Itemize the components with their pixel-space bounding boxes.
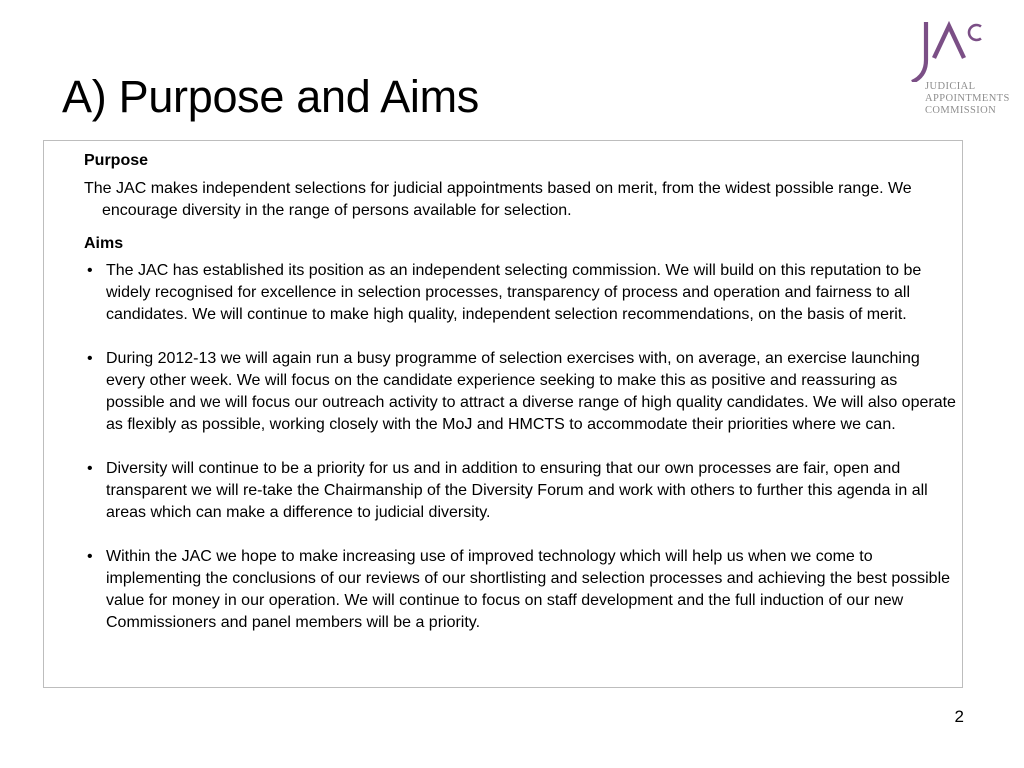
jac-logo-mark (906, 20, 1018, 82)
aims-item-text: Within the JAC we hope to make increasing use of improved technology which will help us when we come to implementing the conclusions of our reviews of our shortlisting and selection processes and achieving the best possible value for money in our operation. We will continue to focus on staff development and the full induction of our new Commissioners and panel members will be a priority. (106, 548, 951, 631)
aims-list-item (84, 546, 959, 634)
logo-line-appointments: APPOINTMENTS (925, 93, 1010, 104)
aims-list-item (84, 260, 959, 326)
slide-title: A) Purpose and Aims (62, 71, 480, 122)
aims-list (84, 260, 959, 634)
jac-logo (906, 20, 1018, 120)
content-box (43, 140, 963, 688)
bullet-marker: • (87, 460, 93, 477)
aims-item-text: During 2012-13 we will again run a busy programme of selection exercises with, on average, an exercise launching every other week. We will focus on the candidate experience seeking to make this as positive and reassuring as possible and we will focus our outreach activity to attract a diverse range of high quality candidates. We will also operate as flexibly as possible, working closely with the MoJ and HMCTS to accommodate their priorities where we can. (106, 350, 956, 433)
page-number: 2 (954, 707, 964, 726)
bullet-marker: • (87, 262, 93, 279)
logo-line-judicial: JUDICIAL (925, 81, 976, 92)
bullet-marker: • (87, 350, 93, 367)
aims-item-text: The JAC has established its position as an independent selecting commission. We will build on this reputation to be widely recognised for excellence in selection processes, transparency of process and operation and fairness to all candidates. We will continue to make high quality, independent selection recommendations, on the basis of merit. (106, 262, 922, 323)
aims-item-text: Diversity will continue to be a priority for us and in addition to ensuring that our own processes are fair, open and transparent we will re-take the Chairmanship of the Diversity Forum and work with others to further this agenda in all areas which can make a difference to judicial diversity. (106, 460, 928, 521)
aims-heading: Aims (84, 235, 124, 252)
aims-list-item (84, 348, 959, 436)
purpose-text: The JAC makes independent selections for judicial appointments based on merit, from the widest possible range. We encourage diversity in the range of persons available for selection. (84, 180, 912, 219)
bullet-marker: • (87, 548, 93, 565)
logo-line-commission: COMMISSION (925, 105, 997, 116)
purpose-heading: Purpose (84, 152, 149, 169)
content-body (84, 150, 959, 634)
aims-list-item (84, 458, 959, 524)
jac-logo-wordmark (925, 81, 1010, 117)
